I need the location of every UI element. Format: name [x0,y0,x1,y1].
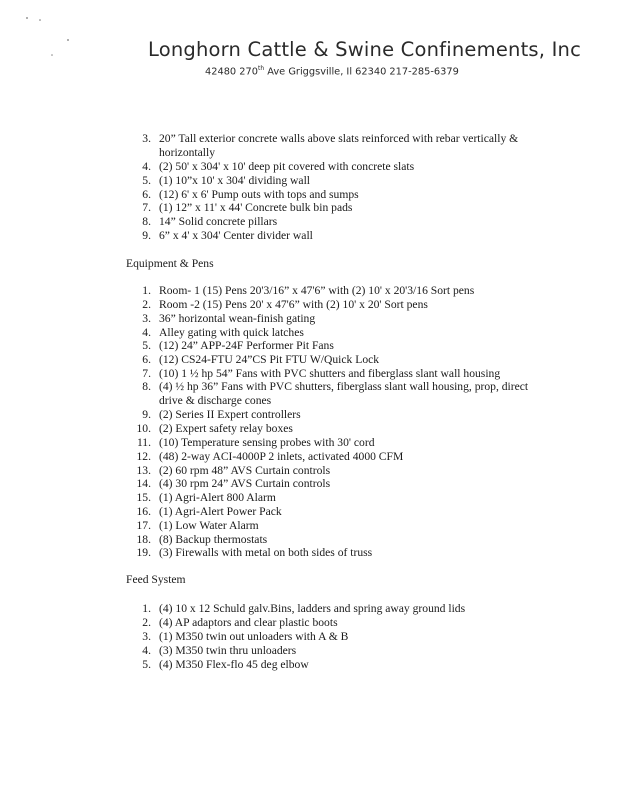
item-text: (10) Temperature sensing probes with 30' cord [159,436,375,449]
company-address [205,65,459,77]
item-text: (10) 1 ½ hp 54” Fans with PVC shutters and fiberglass slant wall housing [159,367,501,380]
item-number: 3. [142,132,151,145]
item-text: (4) 10 x 12 Schuld galv.Bins, ladders and spring away ground lids [159,602,466,615]
item-number: 4. [142,326,151,339]
item-number: 18. [136,533,151,546]
feed-heading: Feed System [126,573,186,586]
item-number: 9. [142,229,151,242]
address-number: 42480 270 [205,66,258,78]
item-number: 15. [136,491,151,504]
equipment-heading: Equipment & Pens [126,257,214,270]
item-number: 1. [142,284,151,297]
item-text: (4) M350 Flex-flo 45 deg elbow [159,658,309,671]
item-text: (48) 2-way ACI-4000P 2 inlets, activated 4000 CFM [159,450,404,463]
item-number: 1. [142,602,151,615]
item-number: 17. [136,519,151,532]
item-number: 2. [142,298,151,311]
item-text: (4) ½ hp 36” Fans with PVC shutters, fiberglass slant wall housing, prop, direct drive & discharge cones [159,380,529,407]
item-number: 2. [142,616,151,629]
item-text: (3) M350 twin thru unloaders [159,644,297,657]
item-number: 19. [136,546,151,559]
item-number: 3. [142,630,151,643]
item-number: 4. [142,644,151,657]
item-text: (12) 6' x 6' Pump outs with tops and sumps [159,188,359,201]
item-text: (1) 10”x 10' x 304' dividing wall [159,174,311,187]
item-text: (1) Agri-Alert 800 Alarm [159,491,276,504]
item-text: (2) 60 rpm 48” AVS Curtain controls [159,464,331,477]
item-number: 10. [136,422,151,435]
item-number: 4. [142,160,151,173]
item-number: 7. [142,367,151,380]
item-text: 20” Tall exterior concrete walls above slats reinforced with rebar vertically & horizontally [159,132,519,159]
item-number: 12. [136,450,151,463]
item-number: 14. [136,477,151,490]
item-text: (2) 50' x 304' x 10' deep pit covered with concrete slats [159,160,415,173]
address-suffix: th [257,65,265,72]
item-number: 9. [142,408,151,421]
item-text: (1) M350 twin out unloaders with A & B [159,630,349,643]
item-text: (1) Agri-Alert Power Pack [159,505,282,518]
item-text: (12) CS24-FTU 24”CS Pit FTU W/Quick Lock [159,353,380,366]
item-number: 6. [142,353,151,366]
item-number: 16. [136,505,151,518]
item-number: 7. [142,201,151,214]
item-text: 14” Solid concrete pillars [159,215,278,228]
item-number: 8. [142,215,151,228]
item-number: 11. [136,436,151,449]
item-text: (8) Backup thermostats [159,533,268,546]
item-number: 3. [142,312,151,325]
item-text: 36” horizontal wean-finish gating [159,312,316,325]
item-number: 8. [142,380,151,393]
item-text: (12) 24” APP-24F Performer Pit Fans [159,339,334,352]
item-text: (2) Expert safety relay boxes [159,422,293,435]
item-text: (2) Series II Expert controllers [159,408,301,421]
item-text: 6” x 4' x 304' Center divider wall [159,229,313,242]
address-rest: Ave Griggsville, Il 62340 217-285-6379 [264,66,459,78]
item-text: Room- 1 (15) Pens 20'3/16” x 47'6” with (2) 10' x 20'3/16 Sort pens [159,284,475,297]
item-text: (4) AP adaptors and clear plastic boots [159,616,338,629]
item-text: (4) 30 rpm 24” AVS Curtain controls [159,477,331,490]
item-text: Room -2 (15) Pens 20' x 47'6” with (2) 10' x 20' Sort pens [159,298,428,311]
item-number: 13. [136,464,151,477]
item-text: Alley gating with quick latches [159,326,304,339]
item-number: 5. [142,658,151,671]
item-text: (1) 12” x 11' x 44' Concrete bulk bin pads [159,201,353,214]
item-text: (1) Low Water Alarm [159,519,259,532]
item-number: 5. [142,174,151,187]
item-number: 5. [142,339,151,352]
item-number: 6. [142,188,151,201]
company-name: Longhorn Cattle & Swine Confinements, Inc [148,38,582,61]
item-text: (3) Firewalls with metal on both sides of truss [159,546,373,559]
